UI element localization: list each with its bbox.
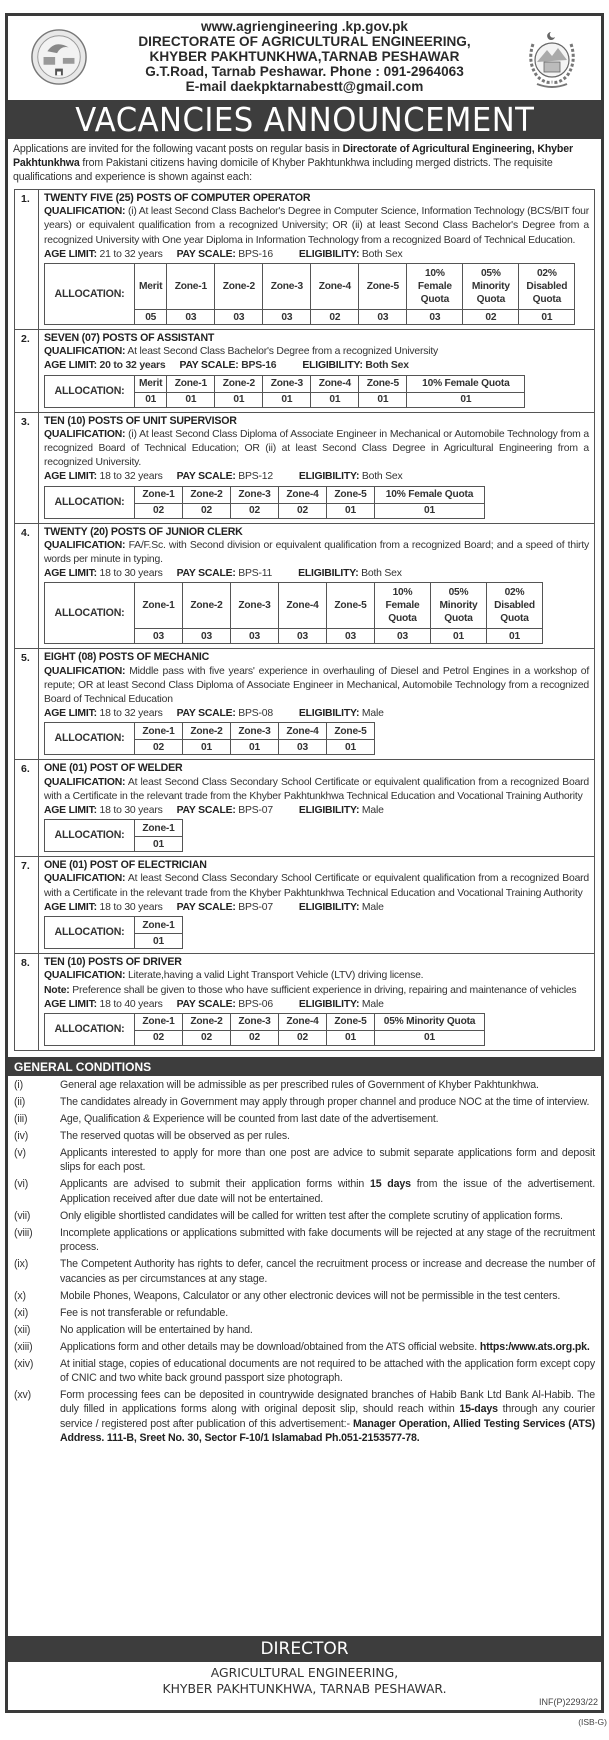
qualification-text: (i) At least Second Class Bachelor's Degree in Computer Science, Information Technology (BCS/BIT four years) or equivalent qualification from a recognized University; OR (ii) at least Second Class Bachelor's Degree from a recognized University with One year Diploma in Information Technology from a recognized Board of Technical Education. — [44, 206, 589, 246]
qualification-label: QUALIFICATION: — [44, 776, 126, 788]
alloc-value: 03 — [167, 310, 215, 325]
alloc-header: Zone-5 — [359, 375, 407, 392]
post-meta — [44, 707, 589, 721]
website: www.agriengineering .kp.gov.pk — [201, 19, 408, 34]
signature-block — [8, 1662, 601, 1697]
condition-number: (ix) — [14, 1258, 29, 1271]
post-number: 7. — [15, 857, 39, 953]
post-meta — [44, 470, 589, 484]
pay-label: PAY SCALE: — [176, 568, 236, 580]
post-number: 3. — [15, 413, 39, 523]
general-conditions-list — [8, 1076, 601, 1446]
allocation-table — [44, 916, 183, 949]
general-conditions-heading: GENERAL CONDITIONS — [8, 1057, 601, 1076]
age-value: 20 to 32 years — [99, 360, 166, 372]
director-banner: DIRECTOR — [8, 1636, 601, 1662]
qualification-label: QUALIFICATION: — [44, 873, 126, 885]
address: G.T.Road, Tarnab Peshawar. Phone : 091-2964063 — [145, 64, 464, 79]
note-label: Note: — [44, 984, 70, 996]
directorate-seal-icon — [30, 28, 88, 86]
post-title: EIGHT (08) POSTS OF MECHANIC — [44, 651, 210, 664]
condition-item — [14, 1340, 595, 1354]
condition-text: At initial stage, copies of educational documents are not required to be attached with the application form except copy of CNIC and two white back ground passport size photograph. — [60, 1357, 595, 1384]
alloc-header: Zone-3 — [231, 583, 279, 629]
eligibility-value: Both Sex — [361, 568, 402, 580]
alloc-value: 02 — [279, 503, 327, 518]
alloc-header: Zone-4 — [311, 264, 359, 310]
alloc-value: 03 — [279, 629, 327, 644]
pay-label: PAY SCALE: — [176, 708, 236, 720]
alloc-value: 01 — [359, 392, 407, 407]
pay-label: PAY SCALE: — [176, 901, 236, 913]
allocation-label: ALLOCATION: — [45, 486, 135, 518]
qualification — [44, 969, 589, 983]
condition-number: (i) — [14, 1078, 23, 1091]
alloc-value: 02 — [231, 503, 279, 518]
condition-text: Form processing fees can be deposited in countrywide designated branches of Habib Bank Ltd Bank Al-Habib. The duly filled in applications forms along with original deposit slip, should reach within — [60, 1388, 595, 1416]
pay-label: PAY SCALE: — [179, 360, 239, 372]
qualification-text: At least Second Class Secondary School Certificate or equivalent qualification from a recognized Board with a Certificate in the relevant trade from the Khyber Pakhtunkhwa Technical Education and Vocational Training Authority — [44, 776, 589, 802]
post-title: TWENTY (20) POSTS OF JUNIOR CLERK — [44, 525, 243, 538]
alloc-header: Zone-1 — [135, 723, 183, 740]
age-label: AGE LIMIT: — [44, 708, 97, 720]
age-label: AGE LIMIT: — [44, 805, 97, 817]
alloc-header: 10% Female Quota — [407, 375, 525, 392]
qualification — [44, 872, 589, 900]
age-value: 18 to 32 years — [99, 471, 163, 483]
eligibility-label: ELIGIBILITY: — [298, 708, 360, 720]
alloc-header: Zone-1 — [167, 264, 215, 310]
allocation-label: ALLOCATION: — [45, 583, 135, 644]
alloc-header: Zone-2 — [183, 723, 231, 740]
allocation-label: ALLOCATION: — [45, 917, 135, 949]
condition-text: Applications form and other details may be download/obtained from the ATS official website. — [60, 1340, 480, 1353]
condition-item — [14, 1226, 595, 1255]
eligibility-label: ELIGIBILITY: — [298, 998, 360, 1010]
alloc-header: Zone-2 — [183, 486, 231, 503]
eligibility-value: Both Sex — [361, 471, 403, 483]
allocation-table — [44, 263, 575, 325]
post-number: 8. — [15, 954, 39, 1050]
post-title: ONE (01) POST OF WELDER — [44, 762, 183, 775]
alloc-value: 01 — [327, 740, 375, 755]
alloc-value: 02 — [135, 1030, 183, 1045]
alloc-value: 02 — [183, 1030, 231, 1045]
alloc-header: Zone-4 — [279, 486, 327, 503]
eligibility-label: ELIGIBILITY: — [298, 248, 360, 260]
alloc-header: Zone-4 — [279, 723, 327, 740]
alloc-header: 02% Disabled Quota — [519, 264, 575, 310]
condition-item — [14, 1095, 595, 1109]
alloc-header: Zone-1 — [135, 1013, 183, 1030]
qualification-text: At least Second Class Bachelor's Degree from a recognized University — [127, 346, 439, 358]
post-meta — [44, 359, 589, 373]
eligibility-value: Male — [361, 708, 384, 720]
alloc-value: 01 — [327, 1030, 375, 1045]
post-number: 6. — [15, 760, 39, 856]
vacancies-banner — [8, 100, 601, 139]
post-number: 5. — [15, 649, 39, 759]
post-item — [15, 413, 594, 524]
post-number: 2. — [15, 330, 39, 412]
qualification — [44, 428, 589, 471]
age-label: AGE LIMIT: — [44, 248, 97, 260]
header — [8, 16, 601, 100]
alloc-header: Zone-4 — [311, 375, 359, 392]
alloc-value: 02 — [463, 310, 519, 325]
alloc-value: 02 — [279, 1030, 327, 1045]
condition-item — [14, 1323, 595, 1337]
qualification-label: QUALIFICATION: — [44, 346, 126, 358]
alloc-header: Zone-5 — [327, 583, 375, 629]
alloc-value: 03 — [135, 629, 183, 644]
alloc-header: Merit — [135, 264, 167, 310]
pay-value: BPS-11 — [238, 568, 273, 580]
alloc-value: 01 — [135, 392, 167, 407]
qualification — [44, 345, 589, 359]
alloc-header: Zone-2 — [183, 583, 231, 629]
post-meta — [44, 901, 589, 915]
intro-paragraph — [8, 139, 601, 186]
alloc-value: 01 — [311, 392, 359, 407]
alloc-value: 02 — [135, 740, 183, 755]
alloc-value: 01 — [407, 392, 525, 407]
condition-item — [14, 1289, 595, 1303]
pay-label: PAY SCALE: — [176, 805, 236, 817]
alloc-header: Zone-1 — [167, 375, 215, 392]
alloc-value: 01 — [487, 629, 543, 644]
qualification — [44, 205, 589, 248]
banner-title: VACANCIES ANNOUNCEMENT — [74, 100, 535, 139]
alloc-header: Zone-1 — [135, 820, 183, 837]
alloc-value: 03 — [279, 740, 327, 755]
alloc-value: 05 — [135, 310, 167, 325]
eligibility-value: Both Sex — [365, 360, 409, 372]
eligibility-value: Both Sex — [361, 248, 403, 260]
alloc-value: 02 — [311, 310, 359, 325]
qualification — [44, 665, 589, 708]
alloc-header: 10% Female Quota — [375, 583, 431, 629]
condition-item — [14, 1177, 595, 1206]
condition-number: (xii) — [14, 1323, 31, 1336]
alloc-value: 01 — [431, 629, 487, 644]
pay-value: BPS-16 — [238, 248, 273, 260]
allocation-table — [44, 819, 183, 852]
pay-value: BPS-08 — [238, 708, 273, 720]
alloc-header: Zone-4 — [279, 1013, 327, 1030]
alloc-header: Zone-1 — [135, 917, 183, 934]
allocation-label: ALLOCATION: — [45, 723, 135, 755]
eligibility-value: Male — [361, 998, 384, 1010]
signature-line-1: AGRICULTURAL ENGINEERING, — [210, 1665, 399, 1680]
alloc-value: 03 — [231, 629, 279, 644]
eligibility-label: ELIGIBILITY: — [298, 805, 360, 817]
kp-government-emblem-icon — [525, 26, 579, 90]
post-item — [15, 524, 594, 650]
allocation-table — [44, 722, 375, 755]
alloc-header: Zone-3 — [231, 1013, 279, 1030]
condition-number: (xiv) — [14, 1357, 34, 1370]
condition-text: Applicants are advised to submit their application forms within — [60, 1178, 370, 1191]
post-meta — [44, 567, 589, 581]
condition-text: Applicants interested to apply for more than one post are advice to submit separate applications form and deposit slips for each post. — [60, 1146, 595, 1174]
age-value: 18 to 30 years — [99, 568, 163, 580]
alloc-header: Zone-5 — [327, 1013, 375, 1030]
eligibility-value: Male — [361, 901, 384, 913]
pay-value: BPS-07 — [238, 805, 273, 817]
alloc-header: 02% Disabled Quota — [487, 583, 543, 629]
org-name: DIRECTORATE OF AGRICULTURAL ENGINEERING, — [138, 34, 471, 49]
condition-item — [14, 1146, 595, 1175]
age-value: 18 to 30 years — [99, 805, 163, 817]
condition-number: (viii) — [14, 1226, 33, 1239]
age-label: AGE LIMIT: — [44, 901, 97, 913]
alloc-header: 05% Minority Quota — [375, 1013, 485, 1030]
eligibility-label: ELIGIBILITY: — [298, 901, 360, 913]
email: E-mail daekpktarnabestt@gmail.com — [185, 79, 424, 94]
isb-code: (ISB-G) — [578, 1717, 607, 1727]
alloc-value: 01 — [135, 837, 183, 852]
pay-label: PAY SCALE: — [176, 471, 236, 483]
condition-number: (x) — [14, 1289, 26, 1302]
condition-number: (xi) — [14, 1306, 29, 1319]
pay-value: BPS-16 — [241, 360, 277, 372]
alloc-header: 10% Female Quota — [407, 264, 463, 310]
age-label: AGE LIMIT: — [44, 360, 97, 372]
alloc-value: 03 — [215, 310, 263, 325]
condition-item — [14, 1257, 595, 1286]
allocation-table — [44, 486, 485, 519]
eligibility-label: ELIGIBILITY: — [302, 360, 363, 372]
intro-org: Directorate of Agricultural Engineering, Khyber Pakhtunkhwa — [13, 143, 573, 169]
post-meta — [44, 998, 589, 1012]
qualification-label: QUALIFICATION: — [44, 665, 126, 677]
alloc-header: Zone-1 — [135, 583, 183, 629]
post-item — [15, 190, 594, 330]
qualification — [44, 776, 589, 804]
alloc-header: Zone-1 — [135, 486, 183, 503]
age-value: 18 to 40 years — [99, 998, 163, 1010]
qualification-text: Middle pass with five years' experience in overhauling of Diesel and Petrol Engines in a workshop of repute; OR at least Second Class Diploma of Associate Engineer in Mechanical, Automobile Technology from a recognized Board of Technical Education — [44, 665, 590, 706]
qualification-text: At least Second Class Secondary School Certificate or equivalent qualification from a recognized Board with a Certificate in the relevant trade from the Khyber Pakhtunkhwa Technical Education and Vocational Training Authority — [44, 873, 589, 899]
alloc-value: 03 — [327, 629, 375, 644]
org-location: KHYBER PAKHTUNKHWA,TARNAB PESHAWAR — [149, 49, 460, 64]
post-number: 1. — [15, 190, 39, 329]
condition-item — [14, 1388, 595, 1446]
condition-text: The reserved quotas will be observed as per rules. — [60, 1129, 290, 1142]
pay-label: PAY SCALE: — [176, 248, 236, 260]
alloc-header: Zone-3 — [231, 486, 279, 503]
condition-number: (xiii) — [14, 1340, 33, 1353]
allocation-label: ALLOCATION: — [45, 375, 135, 407]
alloc-value: 02 — [183, 503, 231, 518]
alloc-value: 03 — [183, 629, 231, 644]
condition-number: (ii) — [14, 1095, 26, 1108]
condition-number: (vi) — [14, 1178, 29, 1191]
alloc-value: 01 — [183, 740, 231, 755]
qualification-text: (i) At least Second Class Diploma of Associate Engineer in Mechanical or Automobile Technology from a recognized Board of Technical Education; OR (ii) at least Second Class Degree in Agricultural Engineering from a recognized University. — [44, 428, 589, 469]
alloc-header: 05% Minority Quota — [463, 264, 519, 310]
intro-text: Applications are invited for the following vacant posts on regular basis in — [13, 143, 343, 155]
pay-value: BPS-06 — [238, 998, 273, 1010]
pay-label: PAY SCALE: — [176, 998, 236, 1010]
allocation-table — [44, 375, 525, 408]
alloc-header: Zone-5 — [359, 264, 407, 310]
condition-item — [14, 1129, 595, 1143]
age-label: AGE LIMIT: — [44, 471, 97, 483]
note-text: Preference shall be given to those who have sufficient experience in driving, repairing and maintenance of vehicles — [72, 984, 577, 996]
footer — [8, 1636, 601, 1710]
ats-address: Manager Operation, Allied Testing Services (ATS) Address. 111-B, Sreet No. 30, Sector F-10/1 Islamabad Ph.051-2153577-78. — [60, 1417, 596, 1445]
condition-item — [14, 1078, 595, 1092]
pay-value: BPS-12 — [238, 471, 273, 483]
qualification-label: QUALIFICATION: — [44, 428, 126, 440]
alloc-value: 01 — [135, 934, 183, 949]
alloc-value: 03 — [407, 310, 463, 325]
condition-number: (xv) — [14, 1388, 32, 1401]
allocation-label: ALLOCATION: — [45, 1013, 135, 1045]
intro-text-2: from Pakistani citizens having domicile of Khyber Pakhtunkhwa including merged districts. The requisite qualifications and experience is shown against each: — [13, 157, 553, 183]
condition-text: General age relaxation will be admissible as per prescribed rules of Government of Khyber Pakhtunkhwa. — [60, 1078, 539, 1091]
alloc-header: Zone-5 — [327, 486, 375, 503]
note — [44, 984, 589, 998]
post-title: SEVEN (07) POSTS OF ASSISTANT — [44, 332, 215, 345]
age-value: 21 to 32 years — [99, 248, 163, 260]
pay-value: BPS-07 — [238, 901, 273, 913]
alloc-header: Zone-2 — [183, 1013, 231, 1030]
condition-text: Fee is not transferable or refundable. — [60, 1306, 229, 1319]
condition-text: Mobile Phones, Weapons, Calculator or any other electronic devices will not be permissible in the test centers. — [60, 1289, 561, 1302]
condition-number: (v) — [14, 1146, 26, 1159]
advertisement — [5, 13, 604, 1713]
condition-highlight: 15 days — [369, 1178, 411, 1191]
qualification-text: FA/F.Sc. with Second division or equivalent qualification from a recognized Board; and a speed of thirty words per minute in typing. — [44, 539, 589, 566]
condition-text: No application will be entertained by hand. — [60, 1323, 253, 1336]
condition-item — [14, 1112, 595, 1126]
alloc-header: Zone-2 — [215, 375, 263, 392]
alloc-header: Zone-2 — [215, 264, 263, 310]
condition-item — [14, 1306, 595, 1320]
age-value: 18 to 30 years — [99, 901, 163, 913]
condition-number: (iv) — [14, 1129, 29, 1142]
condition-text: The Competent Authority has rights to defer, cancel the recruitment process or increase and decrease the number of vacancies as per circumstances at any stage. — [60, 1258, 595, 1285]
condition-text-post: from the issue of the advertisement. Application received after due date will not be entertained. — [60, 1178, 595, 1205]
alloc-value: 03 — [359, 310, 407, 325]
posts-list — [14, 189, 595, 1051]
condition-number: (iii) — [14, 1112, 28, 1125]
post-item — [15, 330, 594, 413]
alloc-header: Zone-5 — [327, 723, 375, 740]
age-label: AGE LIMIT: — [44, 998, 97, 1010]
alloc-header: 05% Minority Quota — [431, 583, 487, 629]
condition-item — [14, 1357, 595, 1386]
post-title: TEN (10) POSTS OF UNIT SUPERVISOR — [44, 414, 237, 427]
condition-text: Only eligible shortlisted candidates will be called for written test after the complete scrutiny of application forms. — [60, 1209, 563, 1222]
condition-text-post: through any courier service / registered post after publication of this advertisement:- — [60, 1403, 595, 1430]
alloc-value: 03 — [375, 629, 431, 644]
qualification-label: QUALIFICATION: — [44, 970, 126, 982]
post-item — [15, 857, 594, 954]
condition-text: The candidates already in Government may apply through proper channel and produce NOC at the time of interview. — [60, 1095, 590, 1108]
eligibility-value: Male — [361, 805, 384, 817]
eligibility-label: ELIGIBILITY: — [298, 568, 359, 580]
condition-highlight: https:/www.ats.org.pk. — [479, 1340, 590, 1353]
qualification-label: QUALIFICATION: — [44, 206, 126, 218]
reference-number: INF(P)2293/22 — [538, 1697, 598, 1707]
post-item — [15, 760, 594, 857]
allocation-table — [44, 1013, 485, 1046]
eligibility-label: ELIGIBILITY: — [298, 471, 360, 483]
alloc-header: 10% Female Quota — [375, 486, 485, 503]
alloc-value: 01 — [167, 392, 215, 407]
alloc-header: Zone-3 — [263, 375, 311, 392]
alloc-value: 01 — [263, 392, 311, 407]
condition-text: Age, Qualification & Experience will be counted from last date of the advertisement. — [60, 1112, 439, 1125]
condition-item — [14, 1209, 595, 1223]
alloc-value: 01 — [215, 392, 263, 407]
condition-number: (vii) — [14, 1209, 31, 1222]
alloc-value: 01 — [327, 503, 375, 518]
post-number: 4. — [15, 524, 39, 649]
post-item — [15, 649, 594, 760]
alloc-value: 02 — [231, 1030, 279, 1045]
allocation-label: ALLOCATION: — [45, 820, 135, 852]
qualification — [44, 539, 589, 567]
post-item — [15, 954, 594, 1050]
alloc-value: 01 — [231, 740, 279, 755]
alloc-header: Merit — [135, 375, 167, 392]
allocation-label: ALLOCATION: — [45, 264, 135, 325]
alloc-value: 02 — [135, 503, 183, 518]
age-label: AGE LIMIT: — [44, 568, 97, 580]
alloc-header: Zone-4 — [279, 583, 327, 629]
allocation-table — [44, 582, 543, 644]
post-title: TWENTY FIVE (25) POSTS OF COMPUTER OPERATOR — [44, 192, 311, 204]
signature-line-2: KHYBER PAKHTUNKHWA, TARNAB PESHAWAR. — [162, 1681, 447, 1696]
qualification-label: QUALIFICATION: — [44, 539, 126, 551]
post-title: ONE (01) POST OF ELECTRICIAN — [44, 859, 207, 872]
alloc-value: 01 — [375, 1030, 485, 1045]
age-value: 18 to 32 years — [99, 708, 163, 720]
qualification-text: Literate,having a valid Light Transport Vehicle (LTV) driving license. — [127, 970, 424, 982]
alloc-value: 01 — [519, 310, 575, 325]
alloc-header: Zone-3 — [231, 723, 279, 740]
alloc-header: Zone-3 — [263, 264, 311, 310]
condition-text: Incomplete applications or applications submitted with fake documents will be rejected at any stage of the recruitment process. — [60, 1226, 595, 1254]
alloc-value: 03 — [263, 310, 311, 325]
post-meta — [44, 248, 589, 262]
post-title: TEN (10) POSTS OF DRIVER — [44, 956, 182, 969]
alloc-value: 01 — [375, 503, 485, 518]
post-meta — [44, 804, 589, 818]
condition-highlight: 15-days — [459, 1403, 498, 1416]
